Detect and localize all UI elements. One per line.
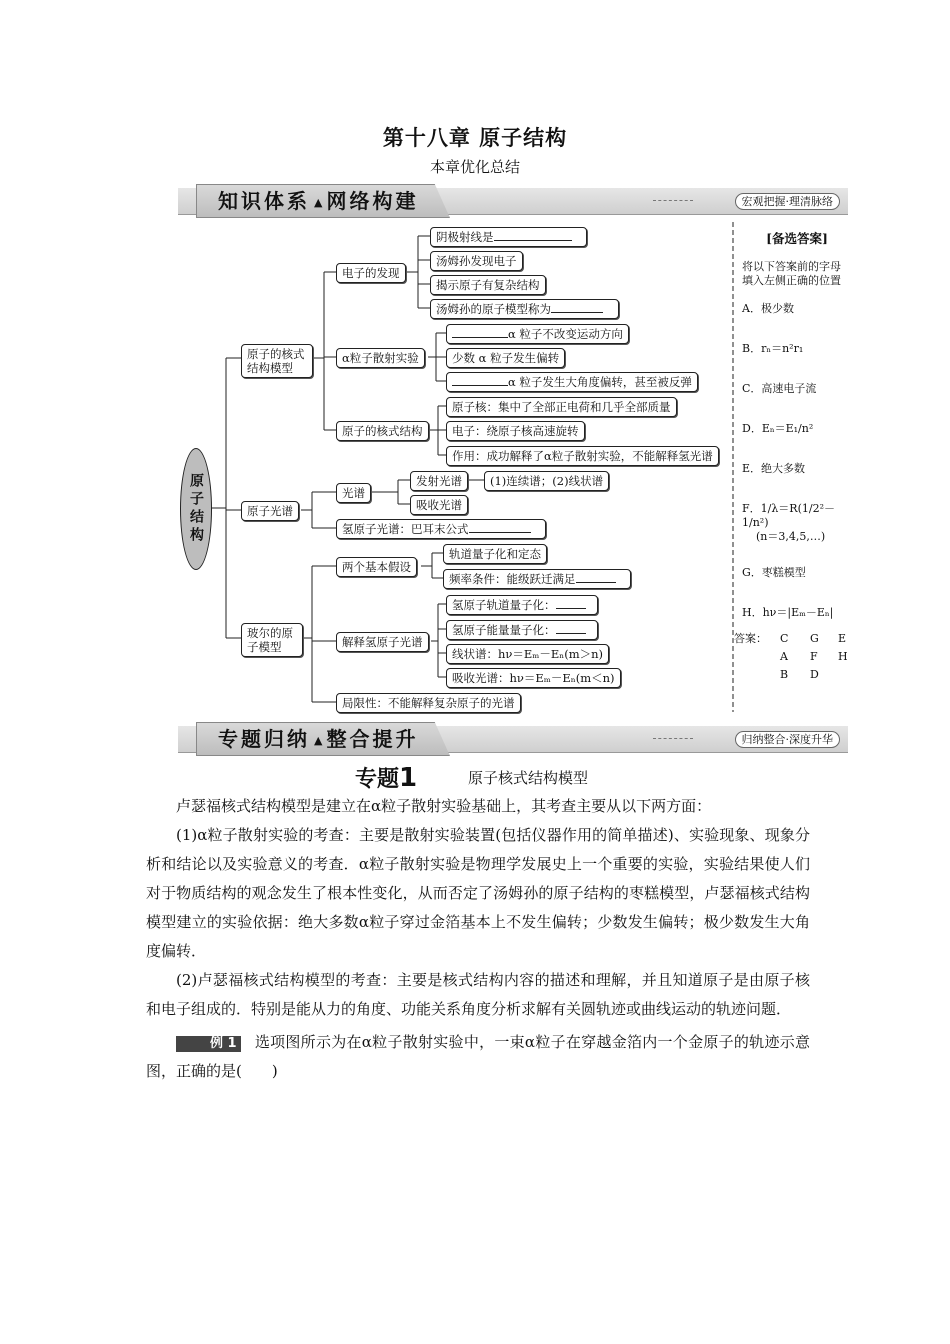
leaf-complex-structure: 揭示原子有复杂结构 [430, 275, 546, 295]
node-spectrum: 光谱 [336, 483, 371, 503]
leaf-thomson-model: 汤姆孙的原子模型称为 [430, 299, 619, 319]
branch-nuclear-model: 原子的核式结构模型 [241, 344, 313, 378]
answer-key-item: H [838, 650, 848, 663]
leaf-electron-orbit: 电子：绕原子核高速旋转 [446, 421, 585, 441]
answer-panel [734, 231, 852, 688]
paragraph: (1)α粒子散射实验的考查：主要是散射实验装置(包括仪器作用的简单描述)、实验现象、现象分析和结论以及实验意义的考查．α粒子散射实验是物理学发展史上一个重要的实验，实验结果使人们对于物质结构的观念发生了根本性变化，从而否定了汤姆孙的原子结构的枣糕模型，卢瑟福核式结构模型建立的实验依据：绝大多数α粒子穿过金箔基本上不发生偏转；少数发生偏转；极少数发生大角度偏转． [146, 826, 810, 960]
leaf-emission-types: (1)连续谱；(2)线状谱 [484, 471, 609, 491]
leaf-frequency-condition: 频率条件：能级跃迁满足 [443, 569, 631, 589]
answer-key-item: A [780, 650, 788, 663]
answer-option-d: D．Eₙ＝E₁/n² [742, 422, 814, 435]
answer-heading: [备选答案] [766, 231, 828, 246]
leaf-thomson-electron: 汤姆孙发现电子 [430, 251, 523, 271]
node-electron-discovery: 电子的发现 [336, 263, 406, 283]
leaf-absorption-spectrum: 吸收光谱 [410, 495, 468, 515]
root-node: 原子结构 [180, 448, 212, 570]
answer-option-b: B．rₙ＝n²r₁ [742, 342, 804, 355]
page-subtitle: 本章优化总结 [429, 158, 520, 176]
answer-option-g: G．枣糕模型 [742, 566, 806, 579]
branch-atomic-spectrum: 原子光谱 [241, 501, 299, 521]
answer-key-item: B [780, 668, 789, 681]
example-tag: 例 1 [176, 1036, 241, 1052]
leaf-hydrogen-orbit: 氢原子轨道量子化： [446, 595, 598, 615]
answer-key-item: D [810, 668, 819, 681]
leaf-orbit-quantization: 轨道量子化和定态 [443, 544, 547, 564]
leaf-limitation: 局限性：不能解释复杂原子的光谱 [336, 693, 521, 713]
banner-topic-summary [178, 726, 848, 753]
leaf-absorption-formula: 吸收光谱：hν＝Eₘ－Eₙ(m＜n) [446, 668, 621, 688]
leaf-emission-spectrum: 发射光谱 [410, 471, 468, 491]
node-explain-hydrogen: 解释氢原子光谱 [336, 632, 429, 652]
answer-key [734, 632, 852, 688]
topic-heading: 专题1 [355, 763, 418, 793]
leaf-cathode-ray: 阴极射线是 [430, 227, 587, 247]
answer-key-item: C [780, 632, 789, 645]
leaf-nucleus: 原子核：集中了全部正电荷和几乎全部质量 [446, 397, 677, 417]
leaf-role: 作用：成功解释了α粒子散射实验，不能解释氢光谱 [446, 446, 719, 466]
leaf-alpha-large: α 粒子发生大角度偏转，甚至被反弹 [446, 372, 698, 392]
leaf-alpha-straight: α 粒子不改变运动方向 [446, 324, 629, 344]
example-paragraph: 例 1 选项图所示为在α粒子散射实验中，一束α粒子在穿越金箔内一个金原子的轨迹示意图，正确的是( ) [146, 1033, 810, 1080]
paragraph: 卢瑟福核式结构模型是建立在α粒子散射实验基础上，其考查主要从以下两方面： [176, 797, 712, 815]
answer-option-h: H．hν＝|Eₘ－Eₙ| [742, 606, 834, 619]
leaf-hydrogen-spectrum: 氢原子光谱：巴耳末公式 [336, 519, 546, 539]
node-alpha-scattering: α粒子散射实验 [336, 348, 425, 368]
node-nuclear-structure: 原子的核式结构 [336, 421, 429, 441]
banner-title: 专题归纳 ▲ 整合提升 [218, 727, 419, 751]
answer-key-item: G [810, 632, 819, 645]
banner-title: 知识体系 ▲ 网络构建 [218, 189, 419, 213]
leaf-hydrogen-energy: 氢原子能量量子化： [446, 620, 598, 640]
banner-tagline: 归纳整合·深度升华 [735, 731, 841, 748]
topic-subtitle: 原子核式结构模型 [468, 769, 589, 787]
leaf-line-spectrum: 线状谱：hν＝Eₘ－Eₙ(m＞n) [446, 644, 609, 664]
paragraph: (2)卢瑟福核式结构模型的考查：主要是核式结构内容的描述和理解，并且知道原子是由原子核和电子组成的．特别是能从力的角度、功能关系角度分析求解有关圆轨迹或曲线运动的轨迹问题． [146, 971, 810, 1018]
answer-option-f: F．1/λ＝R(1/2²－1/n²) [742, 502, 835, 529]
node-two-assumptions: 两个基本假设 [336, 557, 417, 577]
answer-key-label: 答案： [734, 632, 767, 645]
answer-instruction-1: 将以下答案前的字母 [742, 260, 841, 273]
body-text [146, 792, 810, 1086]
answer-option-c: C．高速电子流 [742, 382, 817, 395]
banner-dots [653, 738, 693, 739]
answer-option-e: E．绝大多数 [742, 462, 806, 475]
answer-key-item: E [838, 632, 847, 645]
banner-tagline: 宏观把握·理清脉络 [735, 193, 841, 210]
answer-option-a: A．极少数 [742, 302, 794, 315]
answer-option-f-range: (n＝3,4,5,…) [756, 530, 826, 543]
page-title: 第十八章 原子结构 [382, 126, 568, 150]
leaf-alpha-few: 少数 α 粒子发生偏转 [446, 348, 565, 368]
answer-instruction-2: 填入左侧正确的位置 [742, 274, 841, 287]
answer-key-item: F [810, 650, 818, 663]
branch-bohr-model: 玻尔的原子模型 [241, 623, 303, 657]
